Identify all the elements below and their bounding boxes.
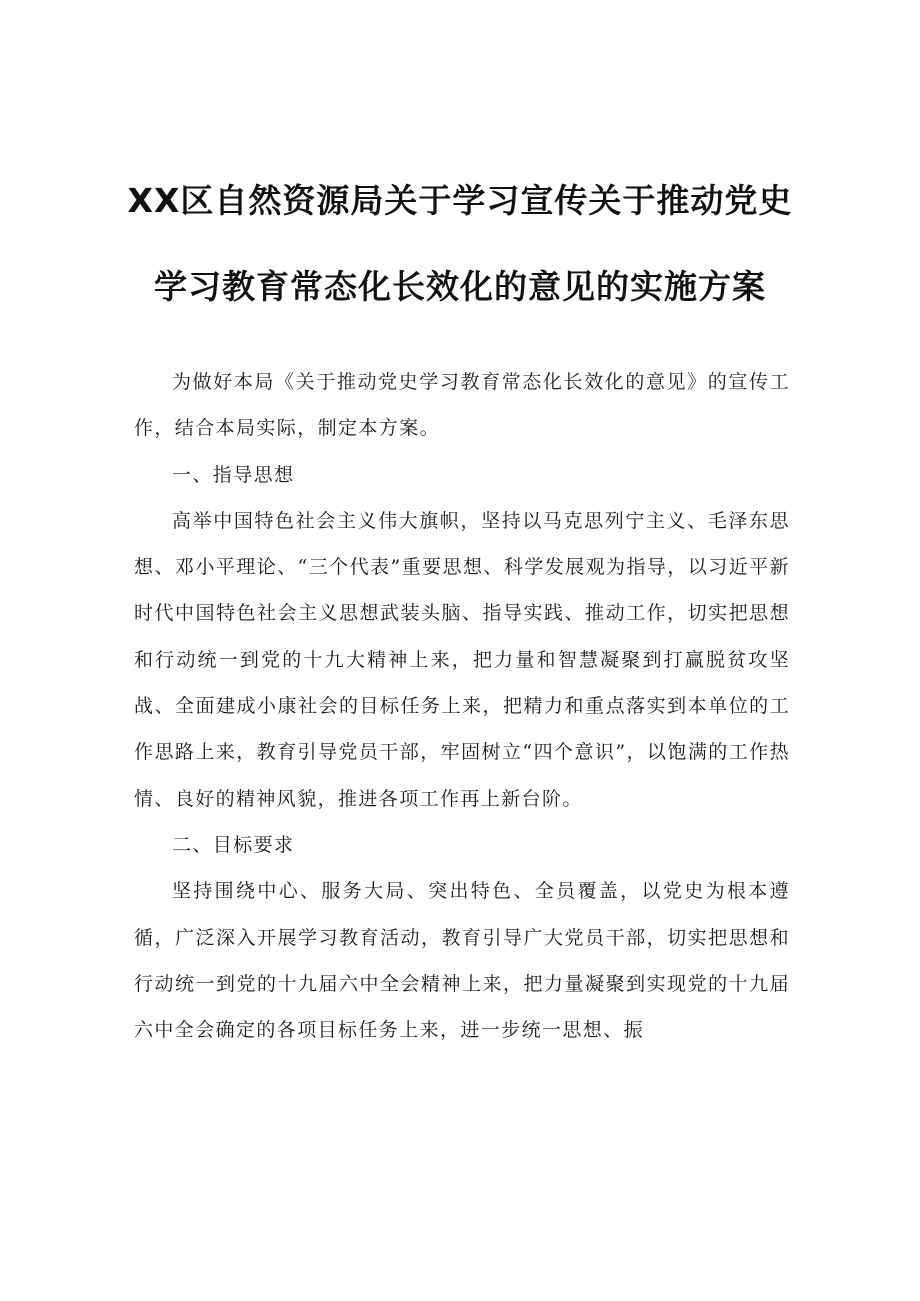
section-heading-guiding-ideology: 一、指导思想: [172, 463, 295, 486]
document-body: [134, 359, 790, 1053]
section-heading-goals: 二、目标要求: [172, 833, 295, 856]
intro-paragraph: 为做好本局《关于推动党史学习教育常态化长效化的意见》的宣传工作，结合本局实际，制定本方案。: [134, 371, 790, 440]
guiding-ideology-paragraph: 高举中国特色社会主义伟大旗帜，坚持以马克思列宁主义、毛泽东思想、邓小平理论、“三个代表”重要思想、科学发展观为指导，以习近平新时代中国特色社会主义思想武装头脑、指导实践、推动工作，切实把思想和行动统一到党的十九大精神上来，把力量和智慧凝聚到打赢脱贫攻坚战、全面建成小康社会的目标任务上来，把精力和重点落实到本单位的工作思路上来，教育引导党员干部，牢固树立“四个意识”，以饱满的工作热情、良好的精神风貌，推进各项工作再上新台阶。: [134, 509, 790, 810]
goals-paragraph: 坚持围绕中心、服务大局、突出特色、全员覆盖，以党史为根本遵循，广泛深入开展学习教育活动，教育引导广大党员干部，切实把思想和行动统一到党的十九届六中全会精神上来，把力量凝聚到实现党的十九届六中全会确定的各项目标任务上来，进一步统一思想、振: [134, 880, 790, 1042]
document-title-line-2: 学习教育常态化长效化的意见的实施方案: [154, 267, 766, 306]
document-title-line-1: XX区自然资源局关于学习宣传关于推动党史: [127, 181, 793, 220]
